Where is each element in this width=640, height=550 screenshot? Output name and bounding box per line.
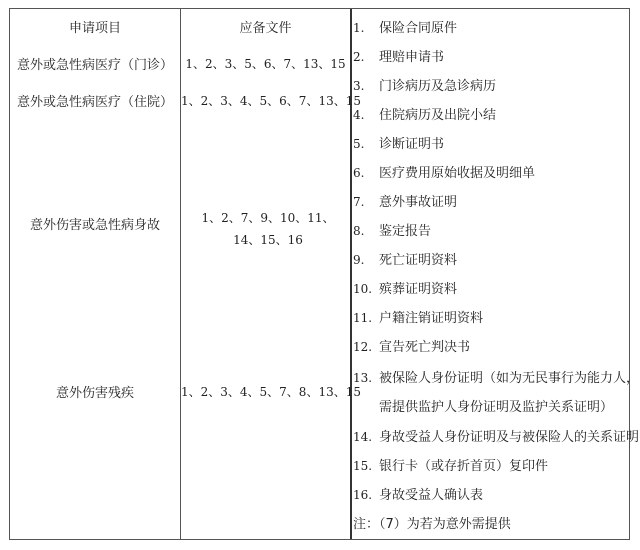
document-item: 14. 身故受益人身份证明及与被保险人的关系证明 bbox=[353, 430, 640, 445]
document-item: 13. 被保险人身份证明（如为无民事行为能力人， bbox=[353, 371, 640, 386]
document-item: 10. 殡葬证明资料 bbox=[353, 282, 458, 297]
document-item-continuation: 需提供监护人身份证明及监护关系证明） bbox=[379, 400, 614, 415]
column-divider bbox=[350, 9, 352, 539]
row-item-disability: 意外伤害残疾 bbox=[55, 386, 134, 401]
column-divider bbox=[180, 9, 181, 539]
row-item-outpatient: 意外或急性病医疗（门诊） bbox=[16, 58, 173, 73]
document-item: 8. 鉴定报告 bbox=[353, 224, 432, 239]
document-item: 3. 门诊病历及急诊病历 bbox=[353, 79, 497, 94]
row-files-disability: 1、2、3、4、5、7、8、13、15 bbox=[181, 385, 361, 399]
table-note: 注：（7）为若为意外需提供 bbox=[353, 517, 511, 532]
document-item: 9. 死亡证明资料 bbox=[353, 253, 458, 268]
document-item: 6. 医疗费用原始收据及明细单 bbox=[353, 166, 536, 181]
header-required-files: 应备文件 bbox=[239, 21, 292, 36]
document-item: 4. 住院病历及出院小结 bbox=[353, 108, 497, 123]
document-item: 2. 理赔申请书 bbox=[353, 50, 445, 65]
claim-documents-table bbox=[9, 8, 640, 540]
document-item: 7. 意外事故证明 bbox=[353, 195, 458, 210]
document-item: 5. 诊断证明书 bbox=[353, 137, 445, 152]
row-files-death: 1、2、7、9、10、11、14、15、16 bbox=[201, 211, 335, 247]
document-item: 16. 身故受益人确认表 bbox=[353, 488, 484, 503]
row-item-inpatient: 意外或急性病医疗（住院） bbox=[16, 95, 173, 110]
header-application-item: 申请项目 bbox=[68, 21, 121, 36]
document-item: 11. 户籍注销证明资料 bbox=[353, 311, 484, 326]
row-item-death: 意外伤害或急性病身故 bbox=[29, 218, 160, 233]
row-files-outpatient: 1、2、3、5、6、7、13、15 bbox=[185, 57, 346, 71]
row-files-inpatient: 1、2、3、4、5、6、7、13、15 bbox=[181, 94, 361, 108]
document-item: 12. 宣告死亡判决书 bbox=[353, 340, 471, 355]
document-item: 15. 银行卡（或存折首页）复印件 bbox=[353, 459, 549, 474]
document-item: 1. 保险合同原件 bbox=[353, 21, 458, 36]
